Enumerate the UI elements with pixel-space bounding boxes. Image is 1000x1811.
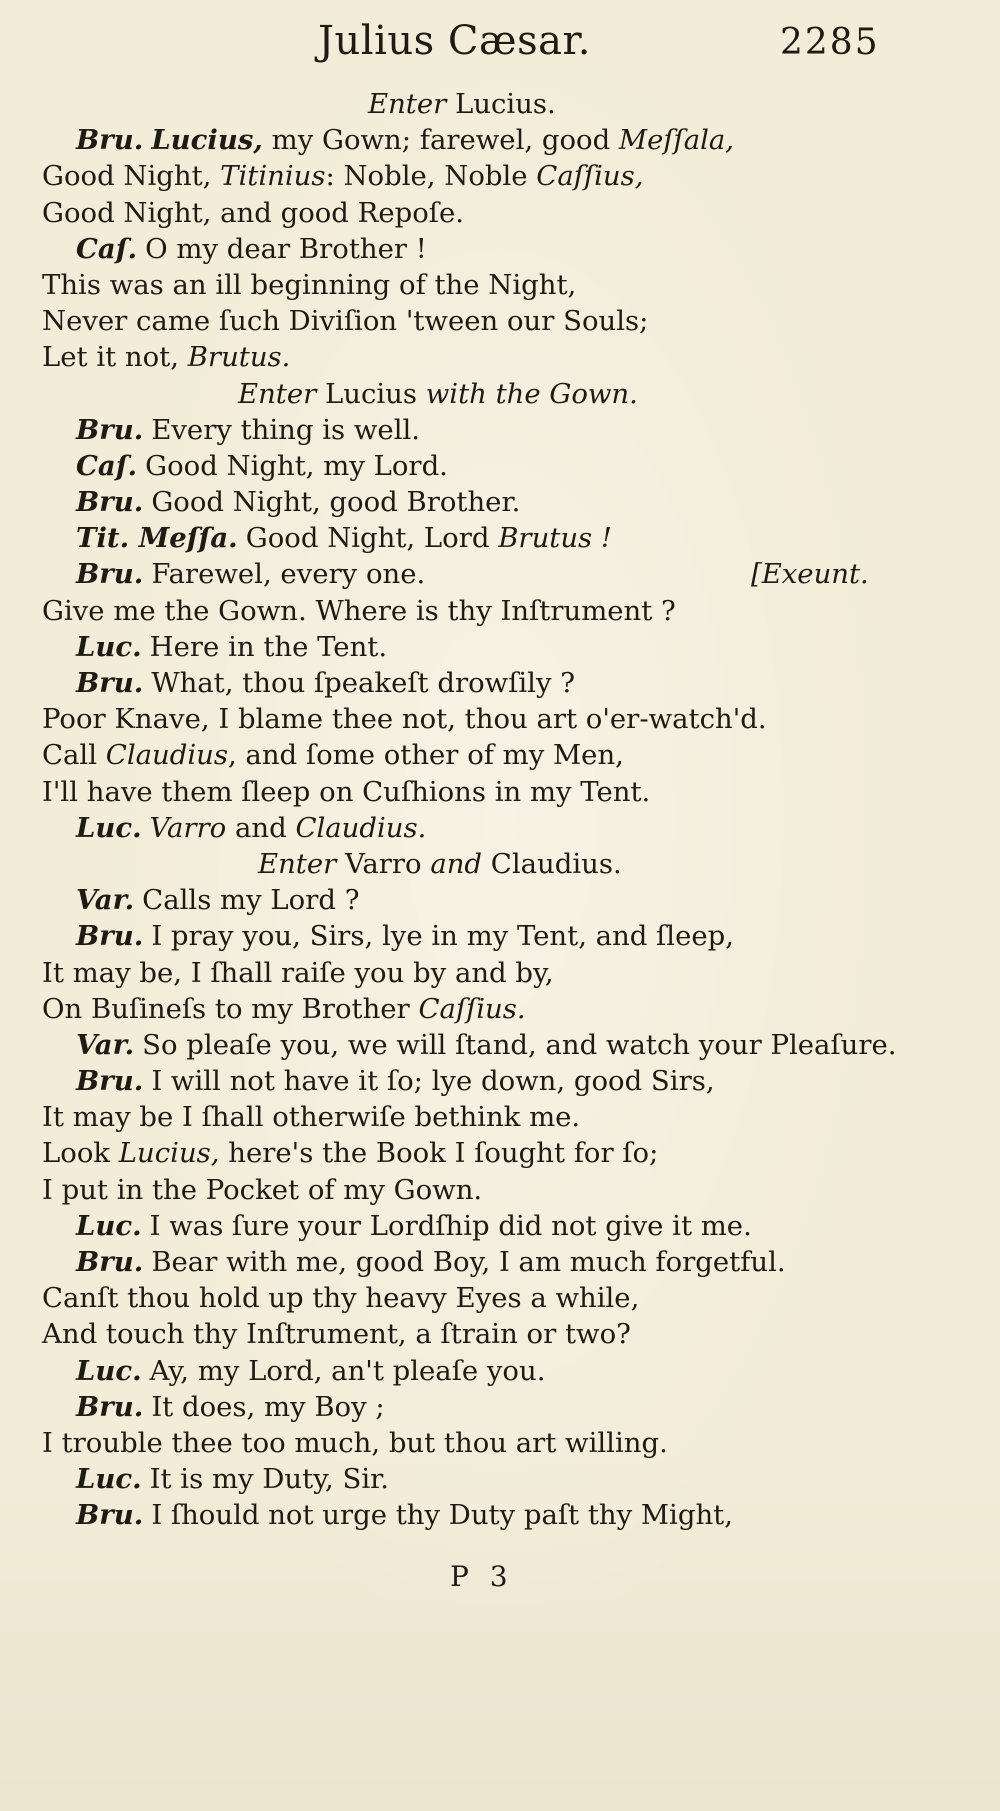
speaker-name: Bru. <box>76 413 144 446</box>
speaker-name: Luc. <box>76 1209 142 1242</box>
line-text: I will not have it ſo; lye down, good Sirs, <box>151 1065 715 1098</box>
line-text: Claudius <box>105 739 228 772</box>
verse-line <box>38 1172 878 1208</box>
line-text: I trouble thee too much, but thou art willing. <box>42 1426 668 1459</box>
line-text: Claudius. <box>490 847 622 880</box>
verse-line <box>38 195 878 231</box>
line-text: And touch thy Inſtrument, a ſtrain or two? <box>42 1318 631 1351</box>
line-text: It does, my Boy ; <box>151 1390 385 1423</box>
speech-line <box>38 1208 878 1244</box>
line-text: Never came ſuch Diviſion 'tween our Souls; <box>42 305 649 338</box>
speech-line <box>38 1461 878 1497</box>
page-footer <box>0 1557 1000 1597</box>
line-text: Caſſius, <box>536 160 644 193</box>
speaker-name: Bru. <box>76 920 144 953</box>
line-text: Here in the Tent. <box>149 630 388 663</box>
line-text: : Noble, Noble <box>325 160 537 193</box>
speaker-name: Bru. <box>76 1246 144 1278</box>
line-text: Enter <box>368 88 455 120</box>
line-text: Varro <box>345 847 431 880</box>
line-text: Call <box>42 739 106 772</box>
speaker-name: Caſ. <box>76 232 138 265</box>
line-text: Every thing is well. <box>151 413 421 446</box>
speaker-name: Bru. <box>76 124 144 157</box>
line-text: Caſſius. <box>418 992 526 1025</box>
running-title: Julius Cæsar. <box>318 18 591 64</box>
line-text: Good Night, and good Repoſe. <box>42 196 464 229</box>
speech-line <box>38 448 878 484</box>
signature-mark: P 3 <box>450 1560 514 1593</box>
line-text: Lucius. <box>455 88 556 120</box>
line-text: What, thou ſpeakeſt drowſily ? <box>151 667 575 699</box>
line-text: and <box>226 811 296 844</box>
verse-line <box>38 1425 878 1461</box>
line-text: Canſt thou hold up thy heavy Eyes a while, <box>42 1282 640 1315</box>
line-text: Good Night, <box>42 160 221 193</box>
stage-direction <box>38 846 878 882</box>
speaker-name: Var. <box>76 1028 135 1061</box>
speech-line <box>38 810 878 846</box>
line-text: Enter <box>238 377 325 410</box>
stage-direction <box>38 376 878 412</box>
speech-line <box>38 882 878 918</box>
line-text: my Gown; farewel, good <box>262 124 619 157</box>
line-text: Good Night, my Lord. <box>145 449 448 482</box>
line-text: I put in the Pocket of my Gown. <box>42 1173 483 1206</box>
verse-line <box>38 737 878 773</box>
line-text: On Buſineſs to my Brother <box>42 992 419 1025</box>
verse-line <box>38 1316 878 1352</box>
line-text: I'll have them ſleep on Cuſhions in my Tent. <box>42 775 651 808</box>
speech-line <box>38 1389 878 1425</box>
running-head <box>0 14 1000 74</box>
line-text: Give me the Gown. Where is thy Inſtrument ? <box>42 594 676 627</box>
verse-line <box>38 701 878 737</box>
line-text: Claudius. <box>295 811 427 844</box>
speaker-name: Tit. Meſſa. <box>76 522 238 555</box>
speech-line <box>38 1353 878 1389</box>
line-text: Brutus. <box>187 341 291 374</box>
line-text: Calls my Lord ? <box>142 884 360 917</box>
line-text: , and ſome other of my Men, <box>227 739 624 772</box>
speaker-name: Bru. <box>76 1390 144 1423</box>
verse-line <box>38 593 878 629</box>
verse-line <box>38 158 878 194</box>
line-text: I ſhould not urge thy Duty paſt thy Might, <box>151 1499 733 1532</box>
line-text: Good Night, good Brother. <box>151 486 521 519</box>
speaker-name: Luc. <box>76 811 142 844</box>
play-text <box>38 86 897 1534</box>
line-text: This was an ill beginning of the Night, <box>42 268 577 301</box>
line-text: Lucius, <box>151 124 263 157</box>
speaker-name: Bru. <box>76 1065 144 1098</box>
exit-direction: [Exeunt. <box>751 558 869 591</box>
line-text: O my dear Brother ! <box>145 232 427 265</box>
speaker-name: Luc. <box>76 1463 142 1496</box>
speech-line <box>38 1063 878 1099</box>
verse-line <box>38 955 878 991</box>
speaker-name: Bru. <box>76 486 144 519</box>
line-text: I pray you, Sirs, lye in my Tent, and ſleep, <box>151 920 734 953</box>
line-text: with the Gown. <box>425 377 638 410</box>
speaker-name: Bru. <box>76 667 144 699</box>
line-text: Ay, my Lord, an't pleaſe you. <box>149 1354 546 1387</box>
speech-line <box>38 918 878 954</box>
line-text: Varro <box>149 811 227 844</box>
stage-direction <box>38 86 878 122</box>
line-text: Meſſala, <box>618 124 735 157</box>
line-text: and <box>430 847 491 880</box>
speaker-name: Caſ. <box>76 449 138 482</box>
line-text: It may be I ſhall otherwiſe bethink me. <box>42 1101 581 1134</box>
speech-line <box>38 1027 897 1063</box>
speech-line <box>38 520 878 556</box>
speech-line <box>38 556 878 592</box>
page-number: 2285 <box>780 22 880 63</box>
verse-line <box>38 774 878 810</box>
speaker-name: Var. <box>76 884 135 917</box>
line-text: Good Night, Lord <box>245 522 499 555</box>
speech-line <box>38 1497 878 1533</box>
verse-line <box>38 303 878 339</box>
line-text: I was ſure your Lordſhip did not give it me. <box>149 1209 752 1242</box>
verse-line <box>38 991 878 1027</box>
speech-line <box>38 122 878 158</box>
line-text: here's the Book I ſought for ſo; <box>219 1137 659 1170</box>
line-text: Look <box>42 1137 119 1170</box>
line-text: Titinius <box>220 160 326 193</box>
line-text: Farewel, every one. <box>151 558 426 591</box>
line-text: Brutus ! <box>498 522 612 555</box>
line-text: It is my Duty, Sir. <box>149 1463 389 1496</box>
verse-line <box>38 1099 878 1135</box>
verse-line <box>38 1135 878 1171</box>
line-text: Poor Knave, I blame thee not, thou art o'er-watch'd. <box>42 703 767 736</box>
speech-line <box>38 665 878 701</box>
verse-line <box>38 267 878 303</box>
line-text: Enter <box>258 847 345 880</box>
speech-line <box>38 484 878 520</box>
verse-line <box>38 339 878 375</box>
line-text: Lucius, <box>118 1137 220 1170</box>
line-text: Let it not, <box>42 341 188 374</box>
speaker-name: Luc. <box>76 630 142 663</box>
speaker-name: Luc. <box>76 1354 142 1387</box>
speech-line <box>38 412 878 448</box>
line-text: Lucius <box>325 377 426 410</box>
line-text: Bear with me, good Boy, I am much forgetful. <box>151 1246 786 1278</box>
speech-line <box>38 231 878 267</box>
line-text: So pleaſe you, we will ſtand, and watch your Pleaſure. <box>142 1028 897 1061</box>
speech-line <box>38 629 878 665</box>
line-text: It may be, I ſhall raiſe you by and by, <box>42 956 554 989</box>
speaker-name: Bru. <box>76 558 144 591</box>
speech-line <box>38 1244 878 1280</box>
verse-line <box>38 1280 878 1316</box>
speaker-name: Bru. <box>76 1499 144 1532</box>
